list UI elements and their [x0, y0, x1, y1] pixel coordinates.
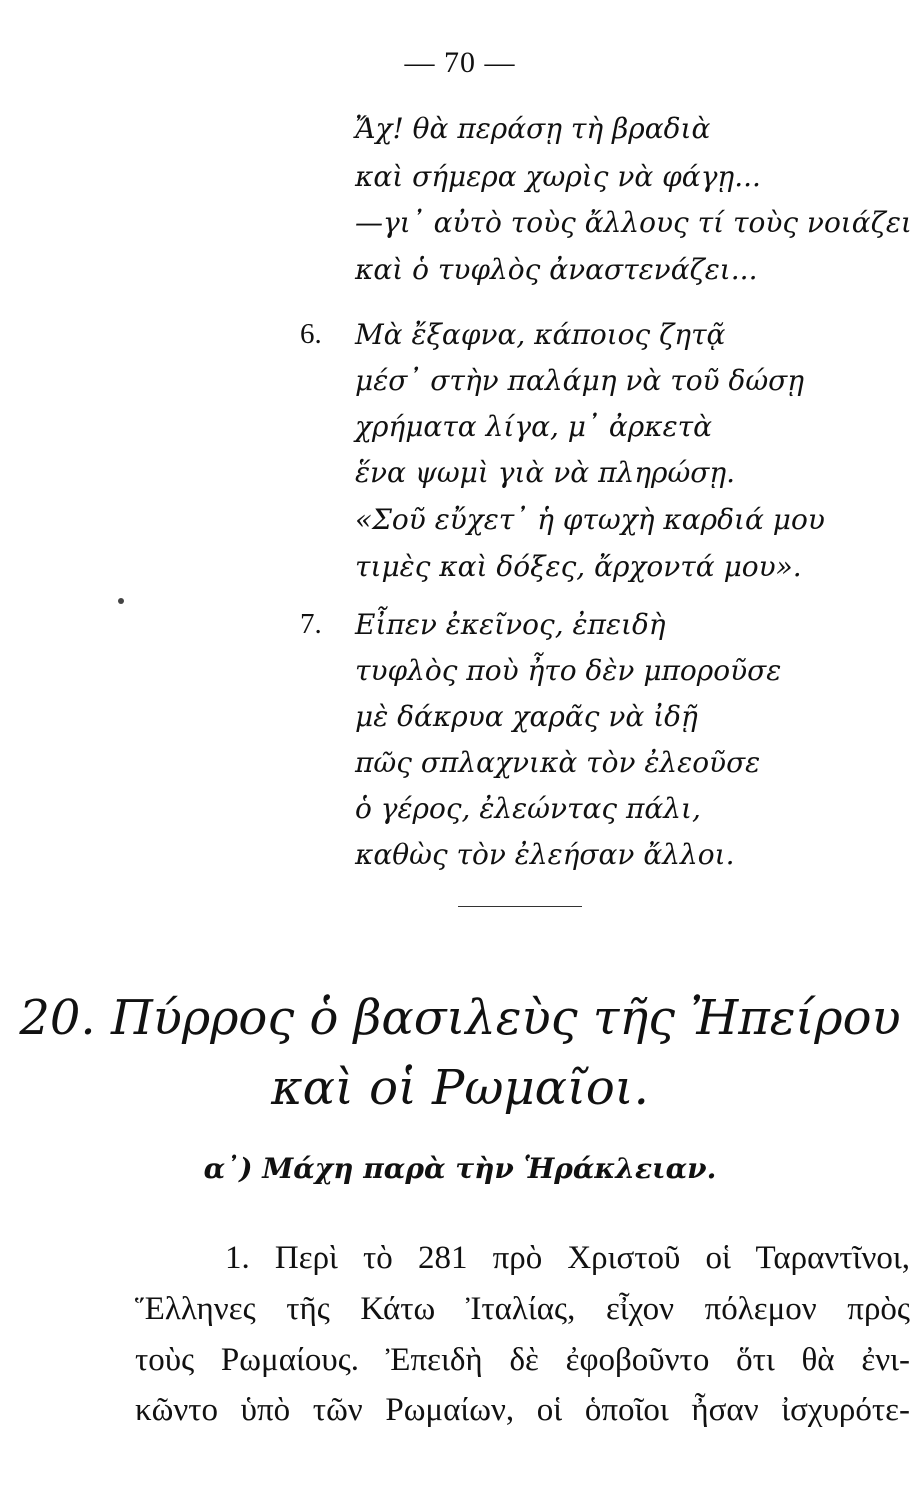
paragraph-line: κῶντο ὑπὸ τῶν Ρωμαίων, οἱ ὁποῖοι ἦσαν ἰσχυρότε- [135, 1392, 910, 1428]
poem-line: —γι᾽ αὐτὸ τοὺς ἄλλους τί τοὺς νοιάζει [355, 206, 912, 239]
poem-line: Μὰ ἔξαφνα, κάποιος ζητᾷ [355, 318, 726, 351]
poem-line: καὶ σήμερα χωρὶς νὰ φάγῃ... [355, 160, 761, 193]
poem-line: τιμὲς καὶ δόξες, ἄρχοντά μου». [355, 550, 802, 583]
paragraph-line: τοὺς Ρωμαίους. Ἐπειδὴ δὲ ἐφοβοῦντο ὅτι θὰ ἐνι- [135, 1342, 910, 1378]
poem-line: πῶς σπλαχνικὰ τὸν ἐλεοῦσε [355, 746, 761, 779]
poem-line: καθὼς τὸν ἐλεήσαν ἄλλοι. [355, 838, 735, 871]
section-divider [458, 906, 582, 907]
poem-line: Εἶπεν ἐκεῖνος, ἐπειδὴ [355, 608, 666, 641]
poem-line: Ἄχ! θὰ περάσῃ τὴ βραδιὰ [355, 112, 711, 145]
poem-line: ὁ γέρος, ἐλεώντας πάλι, [355, 792, 701, 825]
poem-line: μὲ δάκρυα χαρᾶς νὰ ἰδῇ [355, 700, 698, 733]
stanza-number: 6. [300, 318, 322, 350]
poem-line: «Σοῦ εὔχετ᾽ ἡ φτωχὴ καρδιά μου [355, 503, 825, 536]
paragraph-line: Ἕλληνες τῆς Κάτω Ἰταλίας, εἶχον πόλεμον πρὸς [135, 1291, 910, 1327]
poem-line: ἕνα ψωμὶ γιὰ νὰ πληρώσῃ. [355, 456, 736, 489]
poem-line: μέσ᾽ στὴν παλάμη νὰ τοῦ δώσῃ [355, 364, 805, 397]
chapter-title-line: 20. Πύρρος ὁ βασιλεὺς τῆς Ἠπείρου [19, 990, 901, 1046]
stanza-number: 7. [300, 608, 322, 640]
paragraph-line: 1. Περὶ τὸ 281 πρὸ Χριστοῦ οἱ Ταραντῖνοι, [225, 1240, 910, 1276]
section-heading: α᾽) Μάχη παρὰ τὴν Ἡράκλειαν. [203, 1152, 717, 1185]
chapter-title-line: καὶ οἱ Ρωμαῖοι. [271, 1060, 649, 1116]
poem-line: καὶ ὁ τυφλὸς ἀναστενάζει... [355, 253, 758, 286]
print-speck [118, 598, 124, 604]
poem-line: χρήματα λίγα, μ᾽ ἀρκετὰ [355, 410, 713, 443]
poem-line: τυφλὸς ποὺ ἦτο δὲν μποροῦσε [355, 654, 782, 687]
page-number: — 70 — [404, 46, 516, 79]
